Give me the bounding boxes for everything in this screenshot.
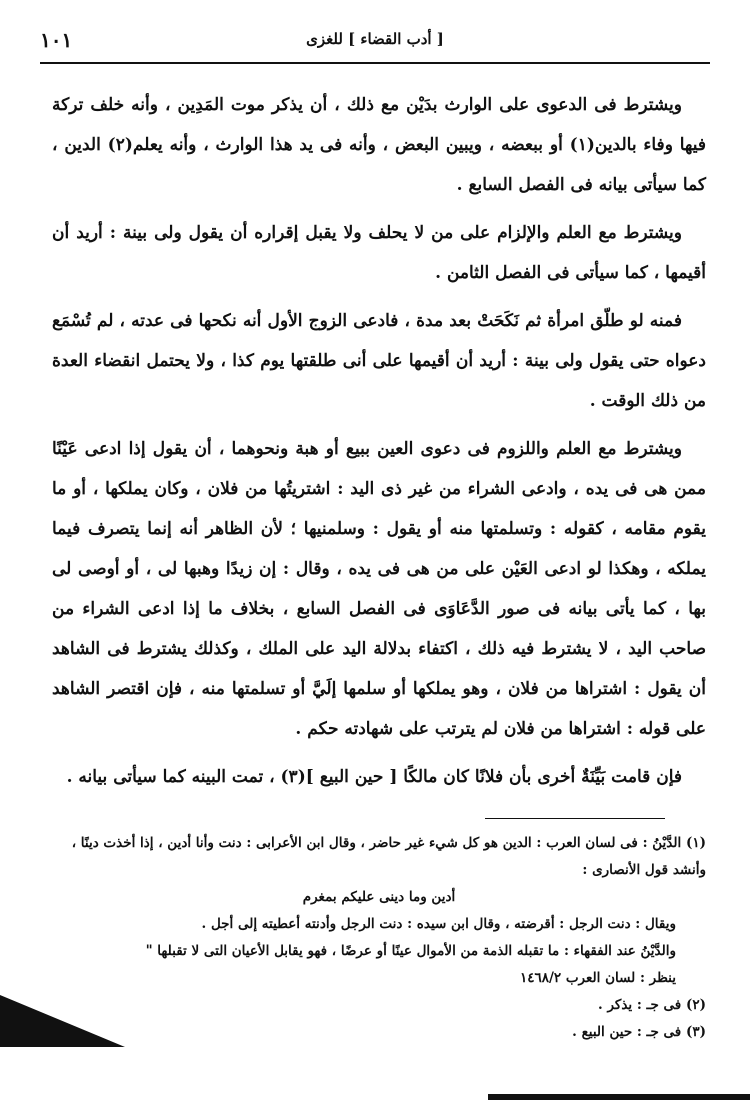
footnote-3: (٣) فى جـ : حين البيع . — [572, 1024, 706, 1040]
footnote-2: (٢) فى جـ : يذكر . — [598, 997, 706, 1013]
footnote-1-definition: (١) الدَّيْنُ : فى لسان العرب : الدين هو كل شيء غير حاضر ، وقال ابن الأعرابى : دنت وأنا أدين ، إذا أخذت دينًا ، وأنشد قول الأنصارى : — [71, 835, 706, 878]
footnotes — [52, 830, 706, 1046]
footnote-1-reference: ينظر : لسان العرب ١٤٦٨/٢ — [519, 970, 676, 986]
footnote-separator — [485, 818, 665, 819]
paragraph-5: فإن قامت بَيِّنَةٌ أخرى بأن فلانًا كان مالكًا [ حين البيع ](٣) ، تمت البينه كما سيأتى بيانه . — [66, 767, 682, 787]
paragraph-1: ويشترط فى الدعوى على الوارث بدَيْن مع ذلك ، أن يذكر موت المَدِين ، وأنه خلف تركة فيها وفاء بالدين(١) أو ببعضه ، ويبين البعض ، وأنه فى يد هذا الوارث ، وأنه يعلم(٢) الدين ، كما سيأتى بيانه فى الفصل السابع . — [52, 95, 706, 195]
footnote-1-fiqh: والدَّيْنُ عند الفقهاء : ما تقبله الذمة من الأموال عينًا أو عرضًا ، فهو يقابل الأعيان التى لا تقبلها " — [145, 943, 676, 959]
running-title: [ أدب القضاء ] للغزى — [306, 30, 444, 48]
header-rule — [40, 62, 710, 64]
scan-shadow-corner — [0, 995, 125, 1047]
footnote-1-lexical: ويقال : دنت الرجل : أقرضته ، وقال ابن سيده : دنت الرجل وأدنته أعطيته إلى أجل . — [201, 916, 676, 932]
page-number: ١٠١ — [40, 28, 73, 52]
paragraph-4: ويشترط مع العلم واللزوم فى دعوى العين ببيع أو هبة ونحوهما ، أن يقول إذا ادعى عَيْنًا ممن هى فى يده ، وادعى الشراء من غير ذى اليد : اشتريتُها من فلان ، وكان يملكها ، أو ما يقوم مقامه ، كقوله : وتسلمتها منه أو يقول : وسلمنيها ؛ لأن الظاهر أنه إنما يتصرف فيما يملكه ، وهكذا لو ادعى العَيْن على من هى فى يده ، وقال : إن زيدًا وهبها لى ، أو أوصى لى بها ، كما يأتى بيانه فى صور الدَّعَاوَى فى الفصل السابع ، بخلاف ما إذا ادعى الشراء من صاحب اليد ، لا يشترط فيه ذلك ، اكتفاء بدلالة اليد على الملك ، وكذلك يشترط فى الشاهد أن يقول : اشتراها من فلان ، وهو يملكها أو سلمها إلَيَّ أو تسلمتها منه ، فإن اقتصر الشاهد على قوله : اشتراها من فلان لم يترتب على شهادته حكم . — [52, 439, 706, 739]
page-header — [40, 28, 710, 58]
scan-edge-bar — [488, 1094, 750, 1100]
footnote-1-verse: أدين وما دينى عليكم بمغرم — [302, 889, 456, 905]
paragraph-3: فمنه لو طلّق امرأة ثم نَكَحَتْ بعد مدة ، فادعى الزوج الأول أنه نكحها فى عدته ، لم تُسْمَع دعواه حتى يقول ولى بينة : أريد أن أقيمها على أنى طلقتها يوم كذا ، ولا يحتمل انقضاء العدة من ذلك الوقت . — [52, 311, 706, 411]
main-text — [52, 85, 706, 805]
paragraph-2: ويشترط مع العلم والإلزام على من لا يحلف ولا يقبل إقراره أن يقول ولى بينة : أريد أن أقيمها ، كما سيأتى فى الفصل الثامن . — [52, 223, 706, 283]
